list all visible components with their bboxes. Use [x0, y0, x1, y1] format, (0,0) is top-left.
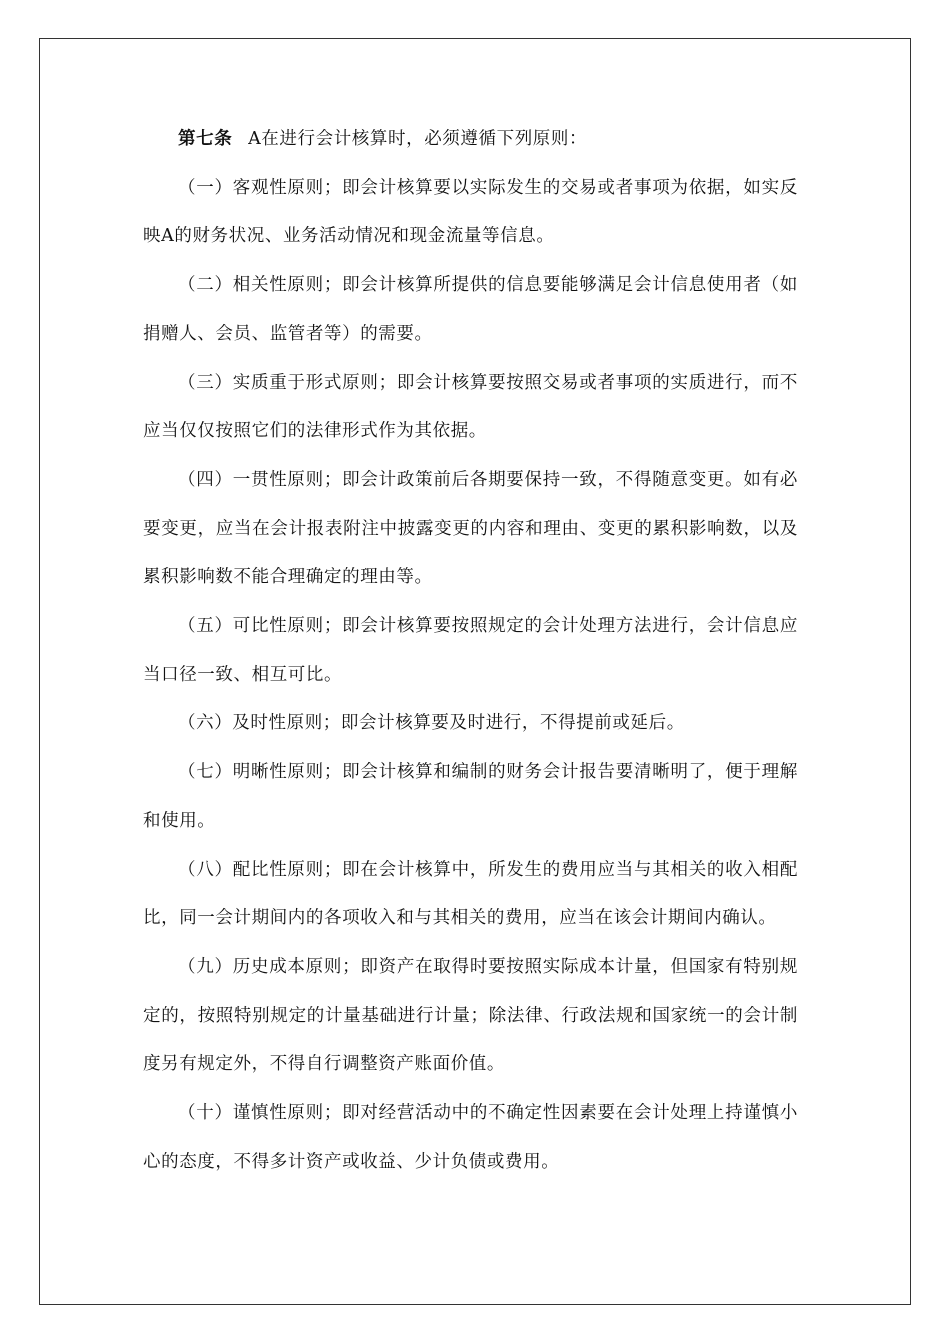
- principle-4: （四）一贯性原则；即会计政策前后各期要保持一致，不得随意变更。如有必要变更，应当在会计报表附注中披露变更的内容和理由、变更的累积影响数，以及累积影响数不能合理确定的理由等。: [143, 469, 798, 588]
- principle-1: （一）客观性原则；即会计核算要以实际发生的交易或者事项为依据，如实反映A的财务状况、业务活动情况和现金流量等信息。: [143, 177, 798, 247]
- principle-8: （八）配比性原则；即在会计核算中，所发生的费用应当与其相关的收入相配比，同一会计期间内的各项收入和与其相关的费用，应当在该会计期间内确认。: [143, 859, 798, 929]
- principle-5: （五）可比性原则；即会计核算要按照规定的会计处理方法进行，会计信息应当口径一致、相互可比。: [143, 616, 798, 685]
- principle-7: （七）明晰性原则；即会计核算和编制的财务会计报告要清晰明了，便于理解和使用。: [143, 762, 798, 831]
- article-intro: A在进行会计核算时，必须遵循下列原则：: [248, 129, 588, 149]
- principle-9: （九）历史成本原则；即资产在取得时要按照实际成本计量，但国家有特别规定的，按照特别规定的计量基础进行计量；除法律、行政法规和国家统一的会计制度另有规定外，不得自行调整资产账面价值。: [143, 956, 798, 1075]
- principle-2: （二）相关性原则；即会计核算所提供的信息要能够满足会计信息使用者（如捐赠人、会员、监管者等）的需要。: [143, 275, 798, 344]
- principle-10: （十）谨慎性原则；即对经营活动中的不确定性因素要在会计处理上持谨慎小心的态度，不得多计资产或收益、少计负债或费用。: [143, 1103, 798, 1172]
- principle-6: （六）及时性原则；即会计核算要及时进行，不得提前或延后。: [178, 713, 685, 734]
- principle-3: （三）实质重于形式原则；即会计核算要按照交易或者事项的实质进行，而不应当仅仅按照它们的法律形式作为其依据。: [143, 372, 798, 442]
- article-number: 第七条: [178, 129, 233, 149]
- article-heading: [143, 115, 798, 164]
- document-body: [143, 115, 798, 1186]
